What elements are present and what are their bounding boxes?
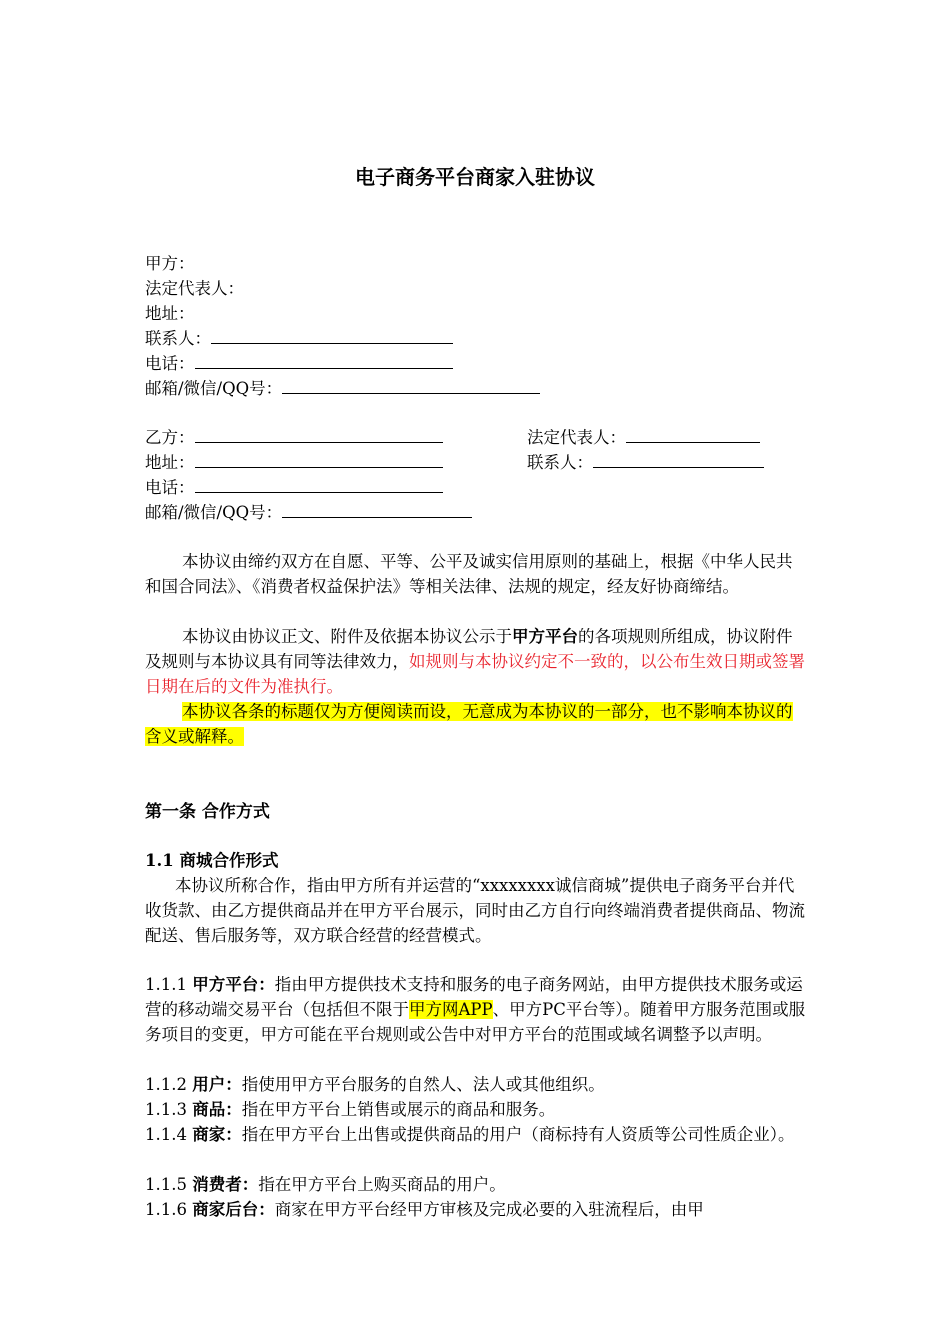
highlighted-text: 甲方网APP [409,1000,493,1019]
subsection-paragraph: 本协议所称合作，指由甲方所有并运营的“xxxxxxxx诚信商城”提供电子商务平台并代收货款、由乙方提供商品并在甲方平台展示，同时由乙方自行向终端消费者提供商品、物流配送、售后服务等，双方联合经营的经营模式。 [145,876,805,945]
party-a-contact: 联系人： [145,326,453,351]
red-emphasis-text: 如规则与本协议约定不一致的，以公布生效日期或签署日期在后的文件为准执行。 [145,652,805,696]
definition-item: 1.1.1 甲方平台：指由甲方提供技术支持和服务的电子商务网站，由甲方提供技术服务或运营的移动端交易平台（包括但不限于甲方网APP、甲方PC平台等）。随着甲方服务范围或服务项目的变更，甲方可能在平台规则或公告中对甲方平台的范围或域名调整予以声明。 [145,975,806,1044]
party-b-name: 乙方： [145,425,443,450]
intro-paragraph-3 [145,699,807,749]
party-b-contact: 联系人： [527,450,764,475]
party-a-address: 地址： [145,304,195,323]
definition-item: 1.1.6 商家后台：商家在甲方平台经甲方审核及完成必要的入驻流程后，由甲 [145,1200,704,1219]
section-heading: 第一条 合作方式 [145,802,270,822]
party-b-address: 地址： [145,450,443,475]
party-a-email: 邮箱/微信/QQ号： [145,376,540,401]
blank-line [626,428,760,443]
definition-item: 1.1.2 用户：指使用甲方平台服务的自然人、法人或其他组织。 [145,1075,605,1094]
party-b-email: 邮箱/微信/QQ号： [145,500,472,525]
definition-item: 1.1.3 商品：指在甲方平台上销售或展示的商品和服务。 [145,1100,556,1119]
definition-item: 1.1.4 商家：指在甲方平台上出售或提供商品的用户（商标持有人资质等公司性质企业）。 [145,1125,795,1144]
blank-line [593,453,764,468]
party-b-rep: 法定代表人： [527,425,760,450]
party-a-rep: 法定代表人： [145,279,244,298]
party-a-name: 甲方： [145,254,195,273]
blank-line [195,428,443,443]
party-b-phone: 电话： [145,475,443,500]
blank-line [282,379,540,394]
party-a-phone: 电话： [145,351,453,376]
highlighted-text: 本协议各条的标题仅为方便阅读而设，无意成为本协议的一部分，也不影响本协议的含义或解释。 [145,702,793,746]
intro-paragraph-1: 本协议由缔约双方在自愿、平等、公平及诚实信用原则的基础上，根据《中华人民共和国合同法》、《消费者权益保护法》等相关法律、法规的规定，经友好协商缔结。 [145,552,793,596]
blank-line [211,329,453,344]
definition-item: 1.1.5 消费者：指在甲方平台上购买商品的用户。 [145,1175,506,1194]
blank-line [195,453,443,468]
document-title: 电子商务平台商家入驻协议 [355,165,595,189]
blank-line [282,503,472,518]
blank-line [195,354,453,369]
intro-paragraph-2: 本协议由协议正文、附件及依据本协议公示于甲方平台的各项规则所组成，协议附件及规则与本协议具有同等法律效力，如规则与本协议约定不一致的，以公布生效日期或签署日期在后的文件为准执行。 [145,627,805,696]
blank-line [195,478,443,493]
subsection-heading: 1.1 商城合作形式 [145,851,279,870]
